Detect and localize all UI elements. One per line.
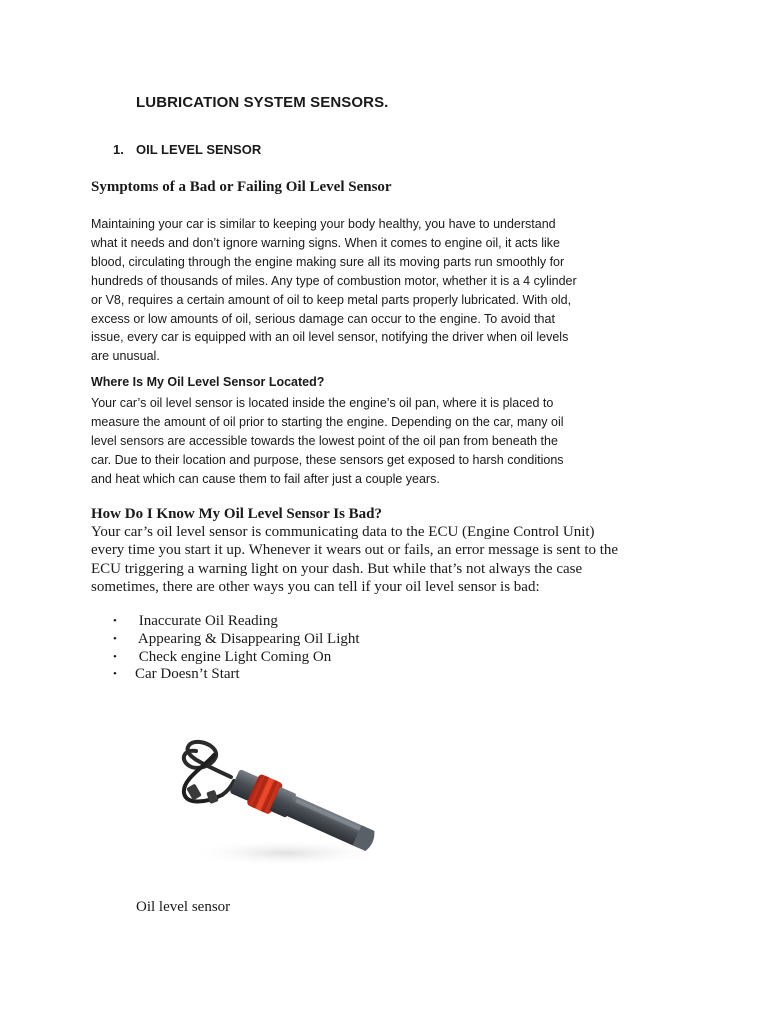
paragraph-line: or V8, requires a certain amount of oil to keep metal parts properly lubricated. With old, xyxy=(91,292,572,307)
photo-caption: Oil level sensor xyxy=(136,899,231,915)
location-paragraph xyxy=(91,394,601,489)
paragraph-line: Your car’s oil level sensor is located inside the engine’s oil pan, where it is placed to xyxy=(91,396,554,410)
list-item xyxy=(113,631,360,649)
oil-level-sensor-image xyxy=(136,703,384,881)
document-title: LUBRICATION SYSTEM SENSORS. xyxy=(136,94,389,111)
paragraph-line: sometimes, there are other ways you can tell if your oil level sensor is bad: xyxy=(91,578,540,595)
section-heading-label: OIL LEVEL SENSOR xyxy=(136,142,262,157)
paragraph-line: are unusual. xyxy=(91,349,160,364)
how-paragraph xyxy=(91,523,631,596)
paragraph-line: blood, circulating through the engine making sure all its moving parts run smoothly for xyxy=(91,254,565,269)
list-item-text: Car Doesn’t Start xyxy=(135,666,240,683)
section-heading xyxy=(113,142,261,157)
paragraph-line: Your car’s oil level sensor is communicating data to the ECU (Engine Control Unit) xyxy=(91,524,595,540)
list-item xyxy=(113,649,360,667)
list-item-text: Inaccurate Oil Reading xyxy=(135,613,278,629)
paragraph-line: Maintaining your car is similar to keeping your body healthy, you have to understand xyxy=(91,217,556,231)
list-item-text: Check engine Light Coming On xyxy=(135,648,332,665)
intro-paragraph xyxy=(91,215,601,366)
paragraph-line: measure the amount of oil prior to starting the engine. Depending on the car, many oil xyxy=(91,414,564,429)
list-item xyxy=(113,666,360,684)
bullet-icon: • xyxy=(113,632,117,645)
list-item-text: Appearing & Disappearing Oil Light xyxy=(135,630,360,647)
paragraph-line: and heat which can cause them to fail after just a couple years. xyxy=(91,471,440,486)
bullet-icon: • xyxy=(113,650,117,663)
section-number: 1. xyxy=(113,142,124,157)
paragraph-line: every time you start it up. Whenever it wears out or fails, an error message is sent to the xyxy=(91,542,619,559)
paragraph-line: excess or low amounts of oil, serious damage can occur to the engine. To avoid that xyxy=(91,311,555,326)
how-heading: How Do I Know My Oil Level Sensor Is Bad? xyxy=(91,506,382,522)
paragraph-line: ECU triggering a warning light on your dash. But while that’s not always the case xyxy=(91,560,583,577)
bullet-icon: • xyxy=(113,668,117,681)
paragraph-line: hundreds of thousands of miles. Any type of combustion motor, whether it is a 4 cylinder xyxy=(91,273,577,288)
list-item xyxy=(113,613,360,631)
oil-level-sensor-photo xyxy=(136,703,384,881)
paragraph-line: car. Due to their location and purpose, these sensors get exposed to harsh conditions xyxy=(91,452,564,467)
bullet-icon: • xyxy=(113,615,117,627)
location-heading: Where Is My Oil Level Sensor Located? xyxy=(91,375,325,389)
paragraph-line: issue, every car is equipped with an oil level sensor, notifying the driver when oil levels xyxy=(91,330,569,345)
symptom-list xyxy=(113,613,360,684)
paragraph-line: level sensors are accessible towards the lowest point of the oil pan from beneath the xyxy=(91,433,558,448)
paragraph-line: what it needs and don’t ignore warning signs. When it comes to engine oil, it acts like xyxy=(91,235,561,250)
symptoms-heading: Symptoms of a Bad or Failing Oil Level Sensor xyxy=(91,179,392,195)
